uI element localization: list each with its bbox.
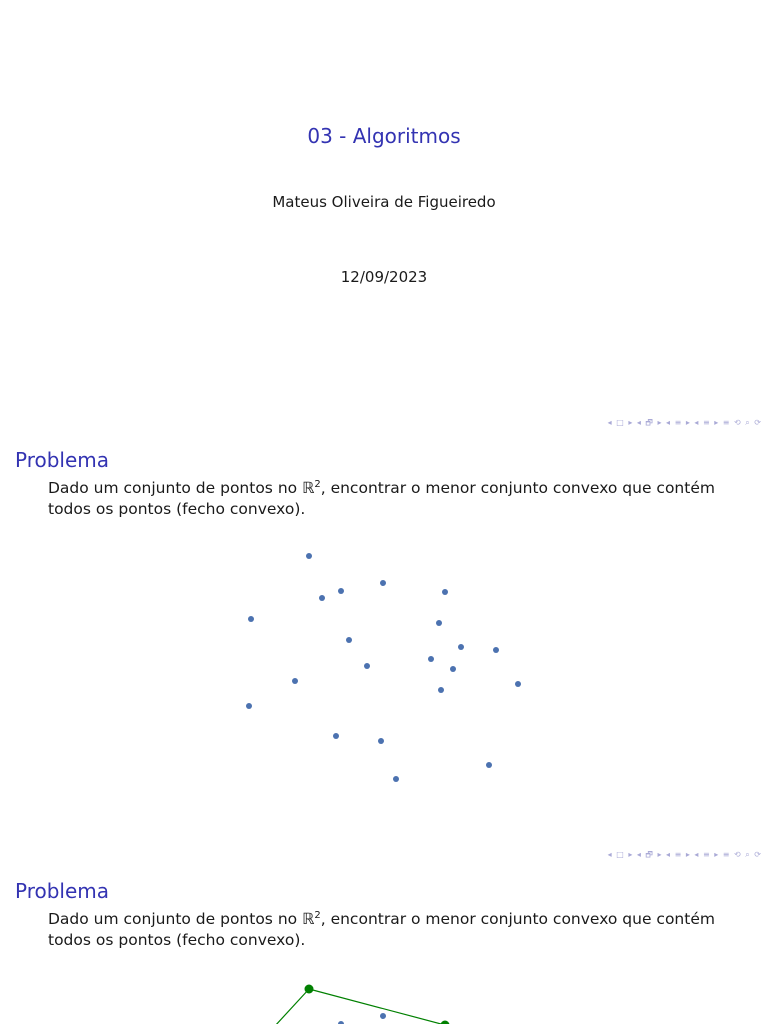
statement-text-after: , encontrar o menor conjunto convexo que contém todos os pontos (fecho convexo). bbox=[48, 910, 715, 949]
presentation-date: 12/09/2023 bbox=[340, 268, 428, 286]
beamer-navigation-bar[interactable]: ◂ □ ▸ ◂ 🗗 ▸ ◂ ≡ ▸ ◂ ≡ ▸ ≡ ⟲ ⌕ ⟳ bbox=[607, 418, 762, 427]
frame-title: Problema bbox=[15, 879, 110, 903]
data-point bbox=[380, 1013, 386, 1019]
real-set-symbol: ℝ bbox=[302, 910, 315, 928]
hull-vertex bbox=[305, 985, 314, 994]
beamer-navigation-bar[interactable]: ◂ □ ▸ ◂ 🗗 ▸ ◂ ≡ ▸ ◂ ≡ ▸ ≡ ⟲ ⌕ ⟳ bbox=[607, 850, 762, 859]
dimension-exponent: 2 bbox=[314, 909, 321, 921]
statement-text-after: , encontrar o menor conjunto convexo que contém todos os pontos (fecho convexo). bbox=[48, 479, 715, 518]
real-set-symbol: ℝ bbox=[302, 479, 315, 497]
presentation-title: 03 - Algoritmos bbox=[307, 124, 461, 148]
dimension-exponent: 2 bbox=[314, 478, 321, 490]
statement-text-before: Dado um conjunto de pontos no bbox=[48, 910, 303, 928]
author-name: Mateus Oliveira de Figueiredo bbox=[272, 193, 496, 211]
frame-title: Problema bbox=[15, 448, 110, 472]
hull-vertex bbox=[441, 1021, 450, 1024]
statement-text-before: Dado um conjunto de pontos no bbox=[48, 479, 303, 497]
